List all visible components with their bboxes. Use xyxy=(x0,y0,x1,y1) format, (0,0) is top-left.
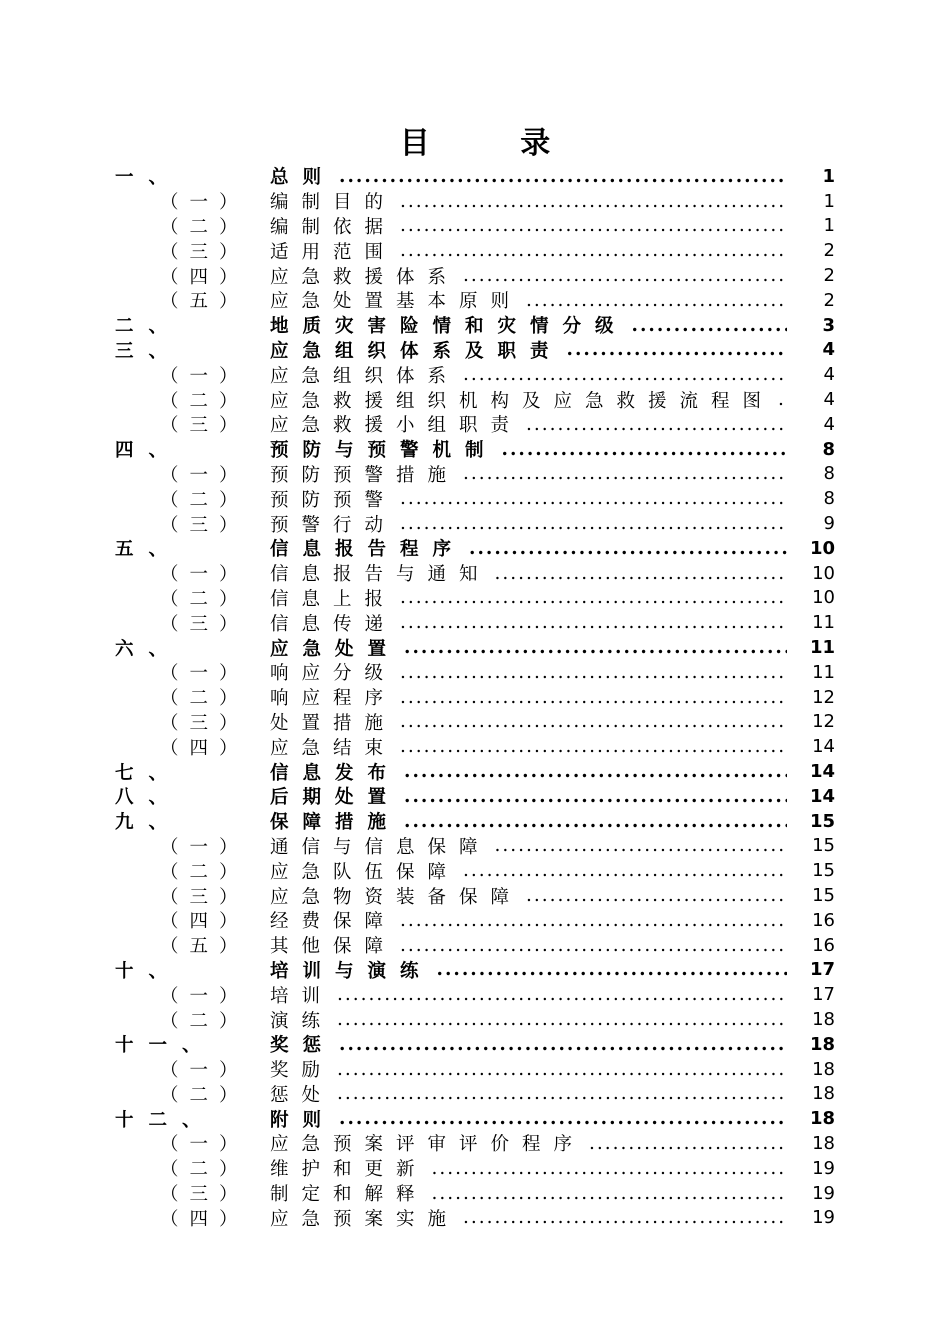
toc-entry-number: 三、 xyxy=(115,340,183,362)
toc-page-number: 15 xyxy=(809,810,835,832)
toc-entry-number: （四） xyxy=(160,266,249,288)
toc-entry-title: 附则 xyxy=(270,1109,336,1131)
toc-entry-number: （一） xyxy=(160,1134,249,1156)
toc-entry-number: （二） xyxy=(160,1159,249,1181)
dot-leader xyxy=(526,414,787,435)
toc-page-number: 1 xyxy=(823,215,835,237)
toc-entry-title: 应急救援体系 xyxy=(270,266,460,288)
dot-leader xyxy=(469,538,787,559)
toc-page-number: 10 xyxy=(809,537,835,559)
toc-section-row[interactable] xyxy=(115,462,835,487)
toc-page-number: 14 xyxy=(809,761,835,783)
toc-entry-number: 七、 xyxy=(115,762,183,784)
dot-leader xyxy=(778,389,787,410)
toc-entry-title: 演练 xyxy=(270,1010,334,1032)
toc-entry-number: （二） xyxy=(160,688,249,710)
dot-leader xyxy=(339,166,787,187)
toc-section-row[interactable] xyxy=(115,982,835,1007)
dot-leader xyxy=(404,811,787,832)
toc-page-number: 18 xyxy=(809,1108,835,1130)
dot-leader xyxy=(567,339,787,360)
toc-entry-title: 培训 xyxy=(270,985,334,1007)
toc-entry-title: 信息报告与通知 xyxy=(270,564,491,586)
toc-entry-number: 一、 xyxy=(115,167,183,189)
toc-chapter-row[interactable] xyxy=(115,536,835,561)
toc-entry-title: 适用范围 xyxy=(270,241,397,263)
dot-leader xyxy=(400,736,787,757)
toc-entry-number: （二） xyxy=(160,390,249,412)
toc-entry-title: 地质灾害险情和灾情分级 xyxy=(270,316,628,338)
toc-section-row[interactable] xyxy=(115,1181,835,1206)
toc-page-number: 1 xyxy=(823,190,835,212)
toc-entry-title: 维护和更新 xyxy=(270,1159,428,1181)
toc-chapter-row[interactable] xyxy=(115,164,835,189)
toc-page-number: 15 xyxy=(812,885,835,906)
toc-entry-number: （一） xyxy=(160,365,249,387)
dot-leader xyxy=(400,191,787,212)
toc-entry-number: 九、 xyxy=(115,812,183,834)
toc-entry-number: （一） xyxy=(160,464,249,486)
toc-section-row[interactable] xyxy=(115,1205,835,1230)
toc-entry-number: （一） xyxy=(160,1060,249,1082)
toc-page-number: 4 xyxy=(823,364,835,386)
toc-entry-number: （一） xyxy=(160,985,249,1007)
toc-entry-title: 总则 xyxy=(270,167,336,189)
toc-entry-title: 应急救援小组职责 xyxy=(270,415,523,437)
toc-section-row[interactable] xyxy=(115,834,835,859)
toc-entry-number: 五、 xyxy=(115,539,183,561)
dot-leader xyxy=(495,835,787,856)
table-of-contents xyxy=(115,164,835,1230)
dot-leader xyxy=(432,1158,787,1179)
toc-page-number: 17 xyxy=(812,984,835,1006)
toc-entry-number: （一） xyxy=(160,564,249,586)
toc-entry-number: （五） xyxy=(160,936,249,958)
toc-entry-title: 预防预警 xyxy=(270,489,397,511)
toc-chapter-row[interactable] xyxy=(115,1032,835,1057)
dot-leader xyxy=(463,463,787,484)
dot-leader xyxy=(463,364,787,385)
toc-chapter-row[interactable] xyxy=(115,437,835,462)
dot-leader xyxy=(337,984,787,1005)
toc-section-row[interactable] xyxy=(115,710,835,735)
dot-leader xyxy=(400,662,787,683)
toc-entry-title: 信息报告程序 xyxy=(270,539,466,561)
toc-entry-number: （三） xyxy=(160,514,249,536)
toc-entry-number: （三） xyxy=(160,241,249,263)
toc-entry-title: 保障措施 xyxy=(270,812,401,834)
toc-section-row[interactable] xyxy=(115,189,835,214)
toc-page-number: 18 xyxy=(809,1033,835,1055)
toc-page-number: 2 xyxy=(823,240,835,262)
toc-page-number: 2 xyxy=(823,289,835,311)
toc-section-row[interactable] xyxy=(115,387,835,412)
toc-section-row[interactable] xyxy=(115,238,835,263)
toc-section-row[interactable] xyxy=(115,610,835,635)
toc-section-row[interactable] xyxy=(115,1081,835,1106)
toc-page-number: 9 xyxy=(823,513,835,535)
toc-entry-number: 四、 xyxy=(115,440,183,462)
toc-page-number: 18 xyxy=(812,1058,835,1080)
dot-leader xyxy=(432,1183,787,1204)
dot-leader xyxy=(437,959,787,980)
toc-page-number: 4 xyxy=(823,389,835,411)
dot-leader xyxy=(400,587,787,608)
toc-entry-number: （一） xyxy=(160,192,249,214)
dot-leader xyxy=(463,265,787,286)
toc-entry-number: （二） xyxy=(160,1084,249,1106)
toc-page-number: 17 xyxy=(809,959,835,981)
toc-section-row[interactable] xyxy=(115,412,835,437)
toc-entry-title: 应急组织体系及职责 xyxy=(270,340,563,362)
toc-section-row[interactable] xyxy=(115,561,835,586)
toc-chapter-row[interactable] xyxy=(115,958,835,983)
toc-section-row[interactable] xyxy=(115,1156,835,1181)
toc-section-row[interactable] xyxy=(115,908,835,933)
toc-entry-title: 应急处置 xyxy=(270,638,401,660)
toc-page-number: 16 xyxy=(812,934,835,956)
dot-leader xyxy=(502,439,787,460)
dot-leader xyxy=(400,910,787,931)
toc-page-number: 8 xyxy=(823,488,835,510)
dot-leader xyxy=(495,563,787,584)
toc-entry-title: 惩处 xyxy=(270,1084,334,1106)
toc-section-row[interactable] xyxy=(115,263,835,288)
toc-page-number: 18 xyxy=(812,1083,835,1105)
toc-page-number: 11 xyxy=(812,612,835,634)
toc-entry-title: 应急预案评审评价程序 xyxy=(270,1134,586,1156)
dot-leader xyxy=(400,711,787,732)
toc-entry-number: （一） xyxy=(160,836,249,858)
toc-page-number: 14 xyxy=(809,785,835,807)
dot-leader xyxy=(526,885,787,906)
toc-entry-number: 十一、 xyxy=(115,1035,216,1057)
toc-chapter-row[interactable] xyxy=(115,1106,835,1131)
dot-leader xyxy=(589,1133,787,1154)
toc-section-row[interactable] xyxy=(115,734,835,759)
toc-entry-title: 信息传递 xyxy=(270,613,397,635)
toc-section-row[interactable] xyxy=(115,660,835,685)
toc-entry-title: 通信与信息保障 xyxy=(270,836,491,858)
toc-entry-title: 预防与预警机制 xyxy=(270,440,498,462)
toc-entry-number: （三） xyxy=(160,886,249,908)
toc-entry-number: （五） xyxy=(160,291,249,313)
toc-entry-title: 预防预警措施 xyxy=(270,464,460,486)
toc-entry-number: （四） xyxy=(160,1208,249,1230)
toc-entry-number: 八、 xyxy=(115,787,183,809)
toc-section-row[interactable] xyxy=(115,685,835,710)
dot-leader xyxy=(400,240,787,261)
dot-leader xyxy=(337,1059,787,1080)
toc-section-row[interactable] xyxy=(115,214,835,239)
toc-section-row[interactable] xyxy=(115,883,835,908)
toc-section-row[interactable] xyxy=(115,486,835,511)
toc-chapter-row[interactable] xyxy=(115,809,835,834)
toc-entry-title: 编制依据 xyxy=(270,217,397,238)
toc-chapter-row[interactable] xyxy=(115,313,835,338)
toc-section-row[interactable] xyxy=(115,1131,835,1156)
toc-entry-title: 培训与演练 xyxy=(270,960,433,982)
toc-section-row[interactable] xyxy=(115,858,835,883)
toc-page-number: 8 xyxy=(822,438,835,460)
toc-page-number: 19 xyxy=(812,1207,835,1229)
toc-section-row[interactable] xyxy=(115,362,835,387)
toc-entry-number: （二） xyxy=(160,1010,249,1032)
toc-entry-title: 应急物资装备保障 xyxy=(270,886,523,908)
toc-entry-number: （四） xyxy=(160,737,249,759)
toc-page-number: 11 xyxy=(809,637,835,659)
toc-entry-title: 奖惩 xyxy=(270,1035,336,1057)
toc-entry-number: （三） xyxy=(160,415,249,437)
toc-section-row[interactable] xyxy=(115,511,835,536)
toc-entry-number: 十二、 xyxy=(115,1109,216,1131)
dot-leader xyxy=(632,315,787,336)
dot-leader xyxy=(339,1034,787,1055)
dot-leader xyxy=(526,290,787,311)
toc-entry-title: 应急组织体系 xyxy=(270,365,460,387)
dot-leader xyxy=(400,935,787,956)
toc-entry-title: 应急队伍保障 xyxy=(270,861,460,883)
dot-leader xyxy=(463,860,787,881)
toc-page-number: 4 xyxy=(822,339,835,361)
dot-leader xyxy=(404,761,787,782)
toc-entry-title: 应急结束 xyxy=(270,737,397,759)
toc-page-number: 19 xyxy=(812,1157,835,1179)
toc-page-number: 12 xyxy=(812,711,835,733)
toc-entry-title: 响应分级 xyxy=(270,663,397,685)
toc-entry-title: 应急预案实施 xyxy=(270,1208,460,1230)
toc-entry-number: （三） xyxy=(160,1184,249,1206)
toc-page-number: 10 xyxy=(812,587,835,609)
toc-entry-number: 二、 xyxy=(115,316,183,338)
toc-entry-title: 信息上报 xyxy=(270,588,397,610)
toc-section-row[interactable] xyxy=(115,933,835,958)
dot-leader xyxy=(339,1108,787,1129)
dot-leader xyxy=(400,612,787,633)
toc-page-number: 3 xyxy=(822,314,835,336)
dot-leader xyxy=(400,513,787,534)
toc-chapter-row[interactable] xyxy=(115,635,835,660)
toc-entry-title: 后期处置 xyxy=(270,787,401,809)
toc-section-row[interactable] xyxy=(115,1057,835,1082)
toc-entry-title: 信息发布 xyxy=(270,762,401,784)
toc-page-number: 14 xyxy=(812,736,835,758)
toc-page-number: 15 xyxy=(812,860,835,882)
toc-section-row[interactable] xyxy=(115,1007,835,1032)
toc-page-number: 8 xyxy=(823,463,835,485)
toc-section-row[interactable] xyxy=(115,288,835,313)
toc-page-number: 12 xyxy=(812,686,835,708)
toc-page-number: 10 xyxy=(812,562,835,584)
dot-leader xyxy=(404,637,787,658)
toc-page-number: 2 xyxy=(823,265,835,287)
toc-entry-title: 响应程序 xyxy=(270,688,397,710)
toc-entry-title: 应急处置基本原则 xyxy=(270,291,523,313)
dot-leader xyxy=(404,786,787,807)
toc-entry-title: 应急救援组织机构及应急救援流程图 xyxy=(270,390,775,412)
toc-entry-title: 预警行动 xyxy=(270,514,397,536)
dot-leader xyxy=(400,488,787,509)
dot-leader xyxy=(337,1083,787,1104)
toc-chapter-row[interactable] xyxy=(115,759,835,784)
toc-entry-title: 经费保障 xyxy=(270,911,397,933)
toc-entry-number: （四） xyxy=(160,911,249,933)
dot-leader xyxy=(337,1009,787,1030)
toc-entry-title: 奖励 xyxy=(270,1060,334,1082)
toc-entry-title: 编制目的 xyxy=(270,192,397,214)
toc-entry-number: （二） xyxy=(160,861,249,883)
toc-page-number: 16 xyxy=(812,909,835,931)
toc-page-number: 19 xyxy=(812,1182,835,1204)
toc-entry-number: （三） xyxy=(160,712,249,734)
toc-page-number: 1 xyxy=(822,165,835,187)
toc-entry-number: （三） xyxy=(160,613,249,635)
toc-page-number: 11 xyxy=(812,661,835,683)
dot-leader xyxy=(463,1207,787,1228)
toc-entry-number: （二） xyxy=(160,217,249,238)
toc-page-number: 18 xyxy=(812,1008,835,1030)
toc-page-number: 18 xyxy=(812,1132,835,1154)
toc-entry-number: （一） xyxy=(160,663,249,685)
toc-entry-number: （二） xyxy=(160,588,249,610)
toc-chapter-row[interactable] xyxy=(115,784,835,809)
toc-chapter-row[interactable] xyxy=(115,338,835,363)
toc-entry-number: （二） xyxy=(160,489,249,511)
toc-entry-title: 处置措施 xyxy=(270,712,397,734)
dot-leader xyxy=(400,215,787,236)
toc-section-row[interactable] xyxy=(115,586,835,611)
toc-entry-number: 六、 xyxy=(115,638,183,660)
page-title: 目 录 xyxy=(399,126,591,161)
toc-entry-title: 其他保障 xyxy=(270,936,397,958)
toc-entry-title: 制定和解释 xyxy=(270,1184,428,1206)
dot-leader xyxy=(400,687,787,708)
toc-page-number: 15 xyxy=(812,835,835,857)
toc-entry-number: 十、 xyxy=(115,960,183,982)
toc-page-number: 4 xyxy=(823,413,835,435)
